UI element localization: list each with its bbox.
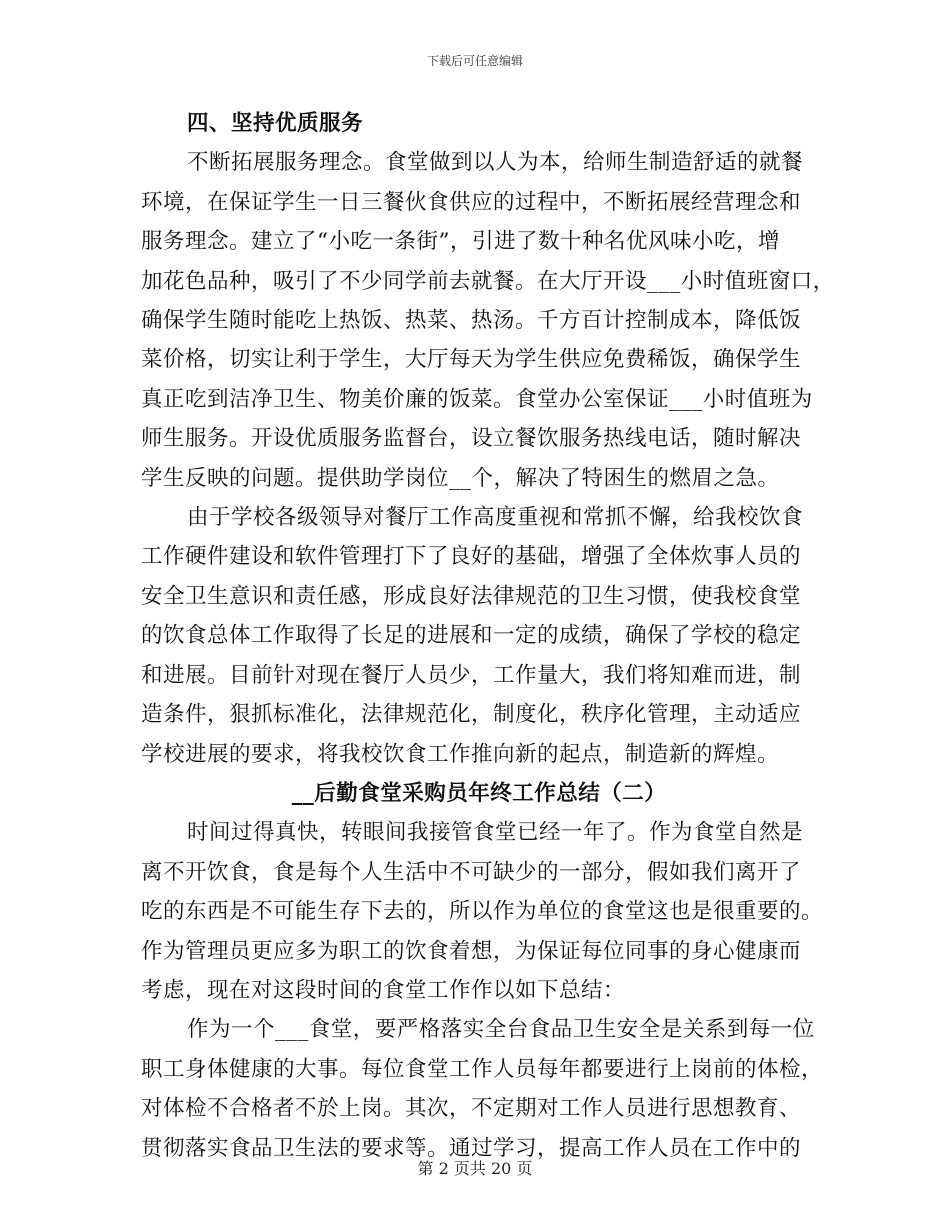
section-heading: 四、坚持优质服务 [187, 111, 364, 136]
text-line: 造条件，狠抓标准化，法律规范化，制度化，秩序化管理，主动适应 [141, 702, 802, 728]
paragraph-leadership [141, 498, 817, 774]
text-line: 吃的东西是不可能生存下去的，所以作为单位的食堂这也是很重要的。 [141, 899, 824, 925]
text-line: 和进展。目前针对现在餐厅人员少，工作量大，我们将知难而进，制 [141, 662, 802, 688]
text-line: 学校进展的要求，将我校饮食工作推向新的起点，制造新的辉煌。 [141, 741, 780, 767]
text-line: 师生服务。开设优质服务监督台，设立餐饮服务热线电话，随时解决 [141, 426, 802, 452]
page-number: 第 2 页共 20 页 [417, 1159, 533, 1178]
text-line: 加花色品种，吸引了不少同学前去就餐。在大厅开设___小时值班窗口， [141, 268, 835, 294]
text-line: 对体检不合格者不於上岗。其次，不定期对工作人员进行思想教育、 [141, 1096, 802, 1122]
text-line: 考虑，现在对这段时间的食堂工作作以如下总结： [141, 977, 626, 1003]
paragraph-intro [141, 813, 824, 1010]
text-line: 真正吃到洁净卫生、物美价廉的饭菜。食堂办公室保证___小时值班为 [141, 386, 813, 412]
text-line: 的饮食总体工作取得了长足的进展和一定的成绩，确保了学校的稳定 [141, 623, 802, 649]
text-line: 职工身体健康的大事。每位食堂工作人员每年都要进行上岗前的体检， [141, 1056, 824, 1082]
document-body [141, 104, 835, 1168]
text-line: 工作硬件建设和软件管理打下了良好的基础，增强了全体炊事人员的 [141, 544, 802, 570]
text-line: 安全卫生意识和责任感，形成良好法律规范的卫生习惯，使我校食堂 [141, 583, 802, 609]
text-line: 确保学生随时能吃上热饭、热菜、热汤。千方百计控制成本，降低饭 [141, 308, 802, 334]
article-title: __后勤食堂采购员年终工作总结（二） [291, 780, 667, 806]
text-line: 环境，在保证学生一日三餐伙食供应的过程中，不断拓展经营理念和 [141, 189, 802, 215]
text-line: 离不开饮食，食是每个人生活中不可缺少的一部分，假如我们离开了 [141, 859, 802, 885]
text-line: 作为一个___食堂，要严格落实全台食品卫生安全是关系到每一位 [187, 1017, 815, 1043]
paragraph-hygiene [141, 1010, 824, 1168]
text-line: 时间过得真快，转眼间我接管食堂已经一年了。作为食堂自然是 [187, 820, 804, 846]
text-line: 服务理念。建立了“小吃一条街”，引进了数十种名优风味小吃，增 [141, 229, 780, 255]
page-header: 下载后可任意编辑 [426, 54, 523, 68]
text-line: 不断拓展服务理念。食堂做到以人为本，给师生制造舒适的就餐 [187, 150, 804, 176]
text-line: 菜价格，切实让利于学生，大厅每天为学生供应免费稀饭，确保学生 [141, 347, 802, 373]
paragraph-service [141, 143, 835, 498]
text-line: 贯彻落实食品卫生法的要求等。通过学习，提高工作人员在工作中的 [141, 1135, 802, 1161]
text-line: 学生反映的问题。提供助学岗位__个，解决了特困生的燃眉之急。 [141, 465, 780, 491]
text-line: 作为管理员更应多为职工的饮食着想，为保证每位同事的身心健康而 [141, 938, 802, 964]
text-line: 由于学校各级领导对餐厅工作高度重视和常抓不懈，给我校饮食 [187, 505, 804, 531]
